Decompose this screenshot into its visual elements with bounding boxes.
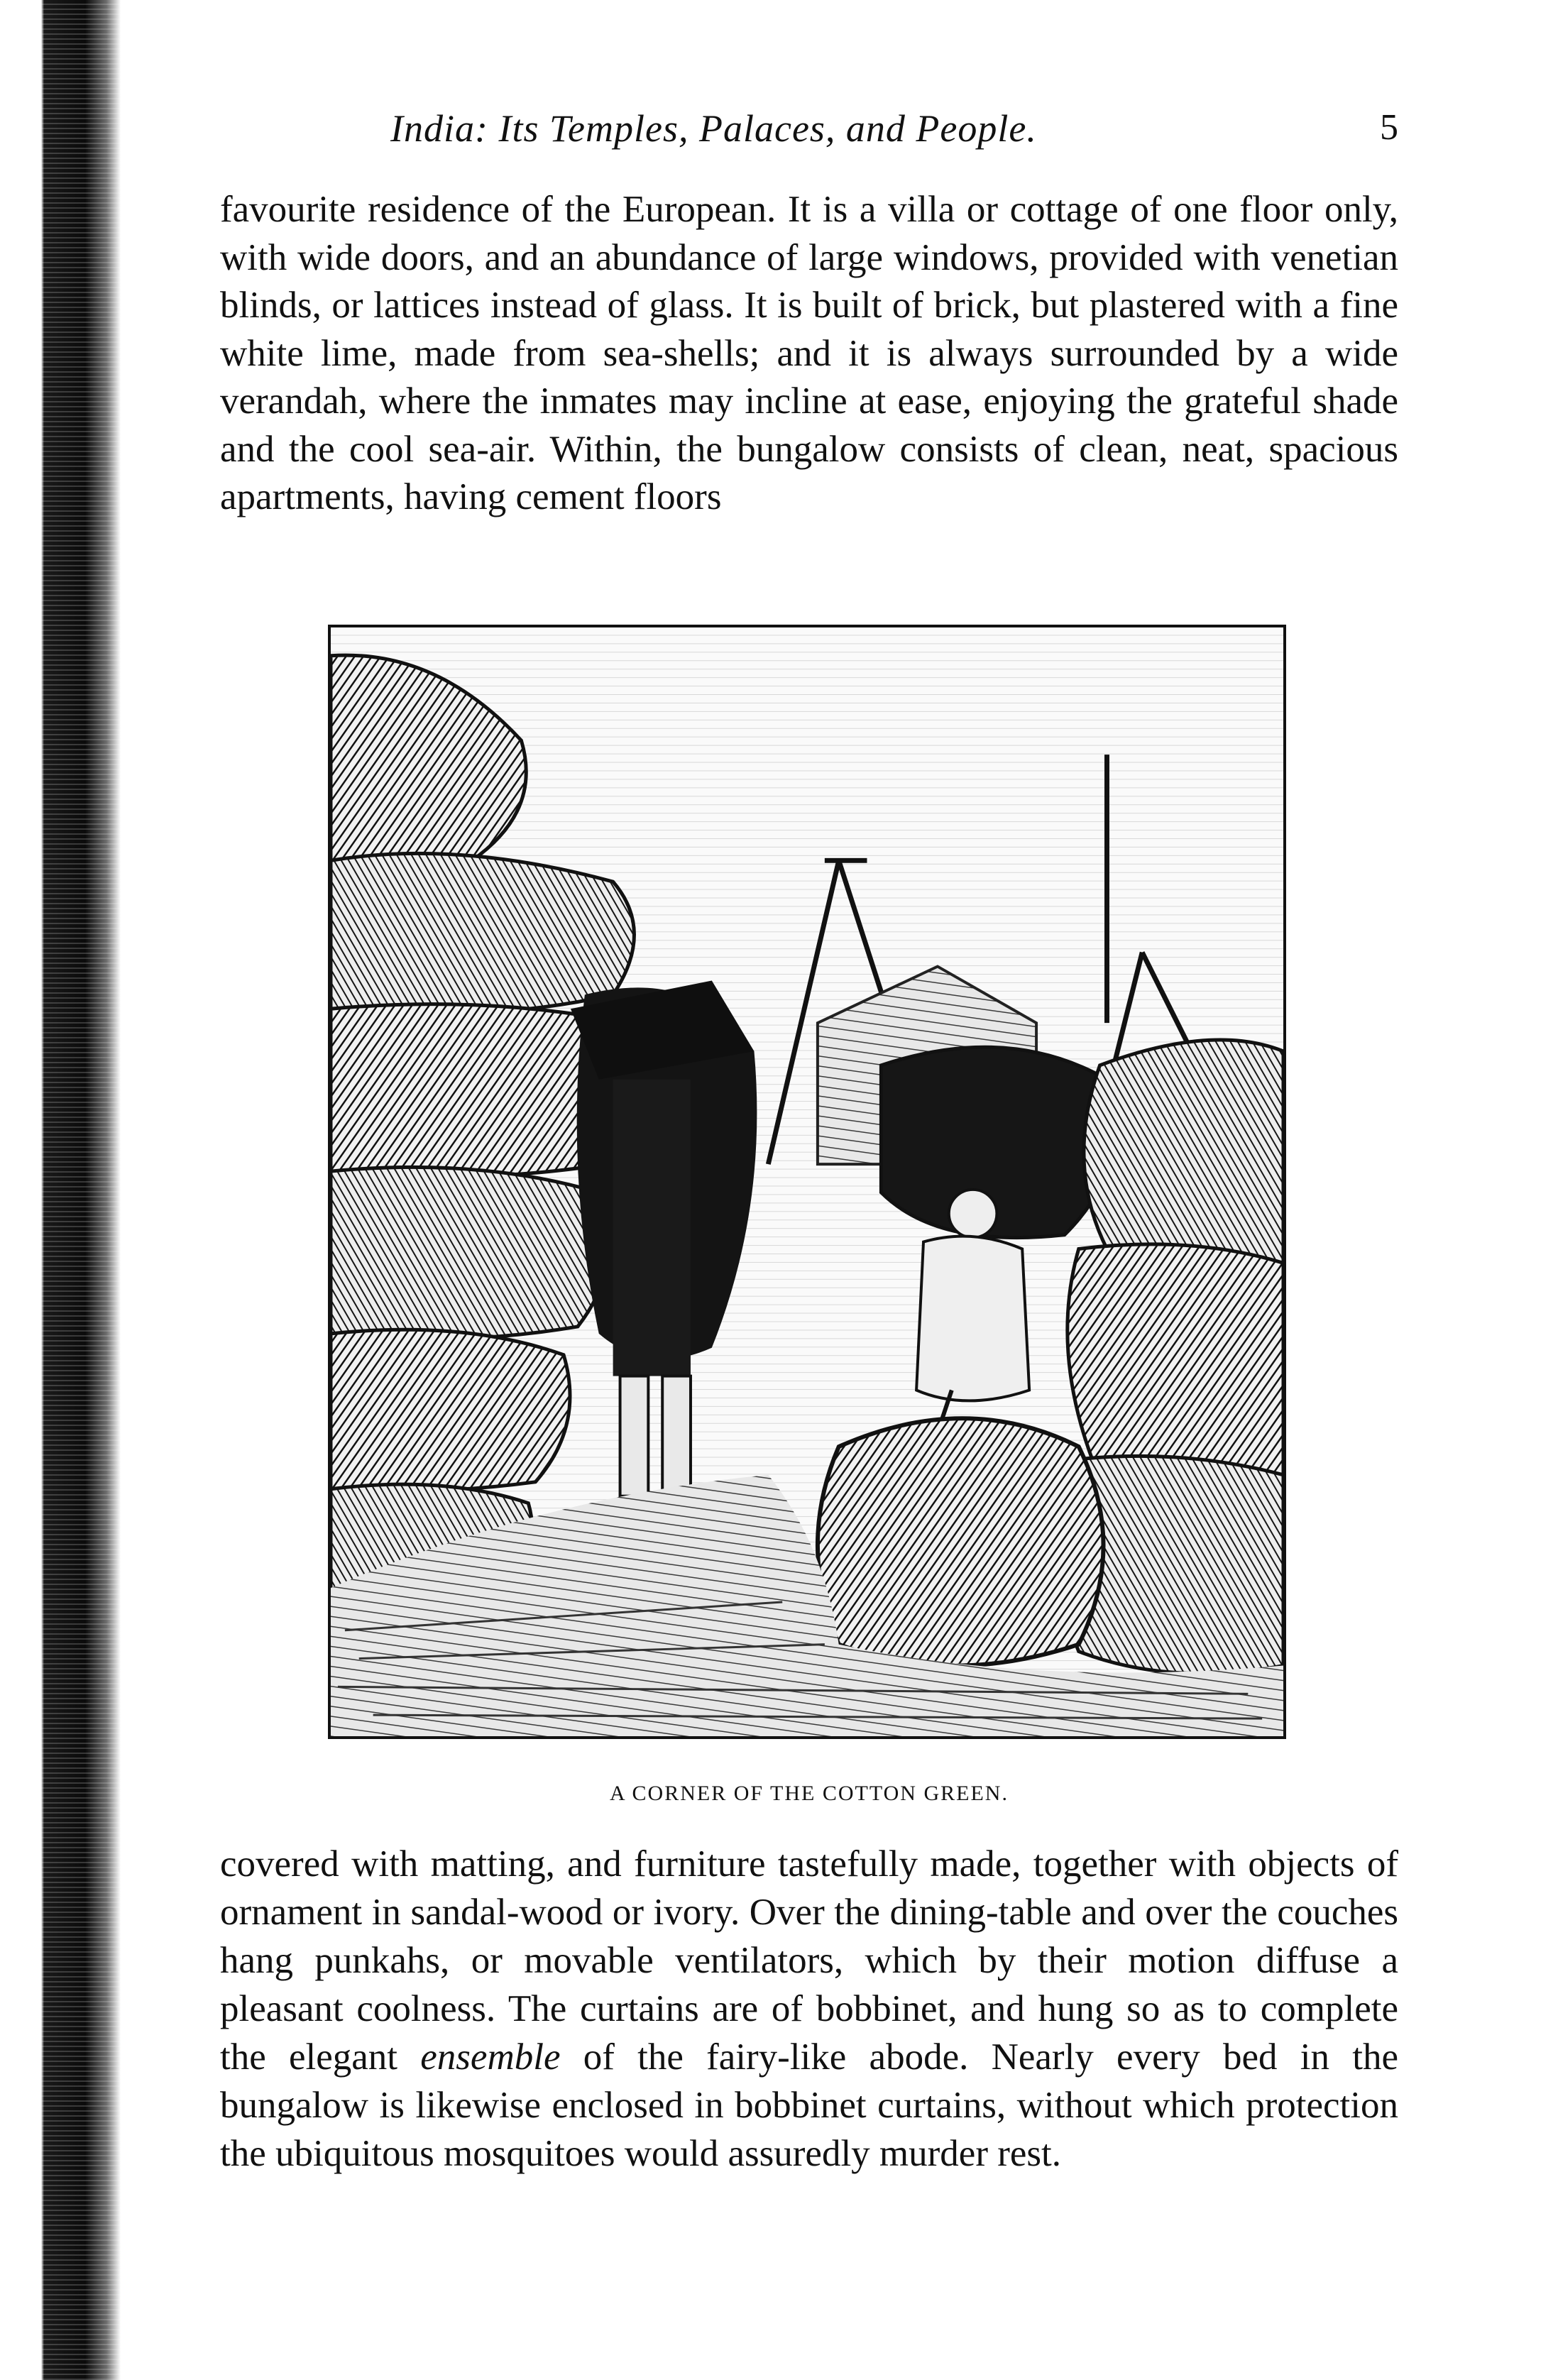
paragraph-bottom-end: of the fairy-like abode. Nearly every bed in the bungalow is likewise enclosed in bobbinet curtains, without which protection the ubiquitous mosquitoes would assuredly murder rest. (220, 2036, 1398, 2174)
figure-caption: A CORNER OF THE COTTON GREEN. (610, 1782, 1009, 1805)
scan-edge (0, 0, 121, 2380)
running-title: India: Its Temples, Palaces, and People. (390, 107, 1037, 150)
foreground-bale (818, 1418, 1104, 1665)
paragraph-bottom (220, 1840, 1398, 2280)
page-number: 5 (1380, 107, 1398, 148)
cotton-green-engraving (331, 627, 1283, 1736)
page-header (220, 106, 1398, 163)
paragraph-bottom-italic: ensemble (420, 2036, 561, 2078)
paragraph-top: favourite residence of the European. It is a villa or cottage of one floor only, with wide doors, and an abundance of large windows, provided with venetian blinds, or lattices instead of glass. It is built of brick, but plastered with a fine white lime, made from sea-shells; and it is always surrounded by a wide verandah, where the inmates may incline at ease, enjoying the grateful shade and the cool sea-air. Within, the bungalow consists of clean, neat, spacious apartments, having cement floors (220, 189, 1398, 517)
paragraph-bottom-start: covered with matting, and furniture tastefully made, together with objects of ornament in sandal-wood or ivory. Over the dining-table and over the couches hang punkahs, or movable ventilators, which by their motion diffuse a pleasant coolness. The curtains are of bobbinet, and hung so as to complete the elegant (220, 1843, 1398, 2078)
engraving-illustration (328, 625, 1286, 1739)
